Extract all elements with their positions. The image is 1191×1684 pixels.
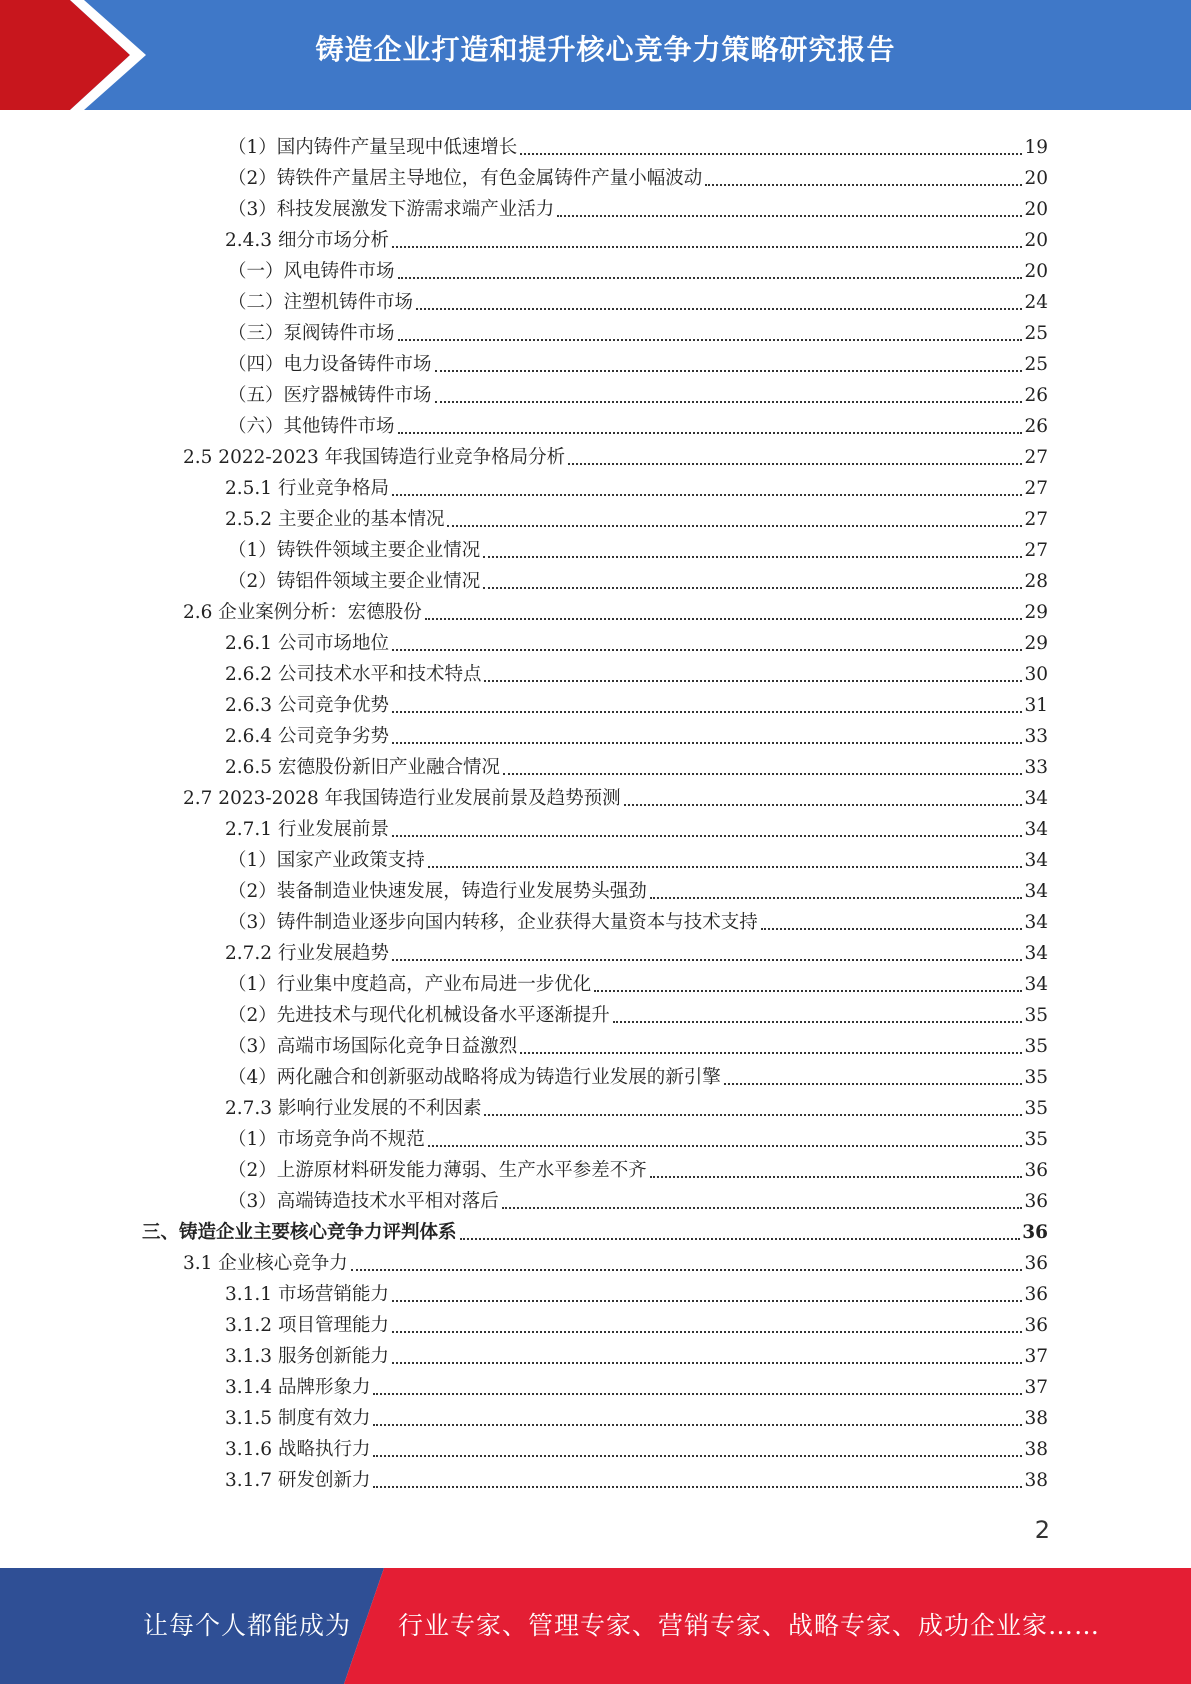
toc-entry-page: 34	[1024, 850, 1048, 871]
toc-entry-page: 34	[1024, 943, 1048, 964]
toc-entry-page: 33	[1024, 726, 1048, 747]
toc-leader-dots	[428, 1144, 1023, 1147]
toc-entry[interactable]	[225, 1306, 1048, 1337]
toc-entry-page: 19	[1024, 137, 1048, 158]
toc-entry[interactable]	[225, 500, 1048, 531]
toc-entry-page: 30	[1024, 664, 1048, 685]
toc-entry-page: 38	[1024, 1439, 1048, 1460]
toc-entry[interactable]	[225, 686, 1048, 717]
toc-entry[interactable]	[183, 593, 1048, 624]
toc-leader-dots	[483, 586, 1022, 589]
toc-entry-title: （2）铸铁件产量居主导地位，有色金属铸件产量小幅波动	[228, 168, 703, 189]
toc-leader-dots	[351, 1268, 1023, 1271]
toc-entry-page: 37	[1024, 1346, 1048, 1367]
toc-entry-page: 20	[1024, 230, 1048, 251]
toc-entry-title: 2.7.1 行业发展前景	[225, 819, 389, 840]
toc-leader-dots	[373, 1392, 1022, 1395]
toc-leader-dots	[392, 834, 1022, 837]
toc-entry-title: 2.6.4 公司竞争劣势	[225, 726, 389, 747]
toc-entry-title: 2.7.3 影响行业发展的不利因素	[225, 1098, 482, 1119]
toc-entry[interactable]	[225, 1430, 1048, 1461]
toc-entry[interactable]	[228, 407, 1048, 438]
toc-entry[interactable]	[228, 872, 1048, 903]
toc-entry-page: 24	[1024, 292, 1048, 313]
toc-entry-title: （3）高端市场国际化竞争日益激烈	[228, 1036, 518, 1057]
toc-entry[interactable]	[228, 1120, 1048, 1151]
toc-entry-title: （三）泵阀铸件市场	[228, 323, 395, 344]
toc-entry-page: 27	[1024, 540, 1048, 561]
toc-leader-dots	[392, 1299, 1022, 1302]
toc-entry[interactable]	[228, 1182, 1048, 1213]
toc-entry-page: 27	[1024, 447, 1048, 468]
toc-entry-page: 36	[1024, 1315, 1048, 1336]
toc-leader-dots	[392, 245, 1022, 248]
toc-entry-title: 2.6.5 宏德股份新旧产业融合情况	[225, 757, 500, 778]
toc-leader-dots	[398, 338, 1023, 341]
toc-leader-dots	[761, 927, 1023, 930]
toc-entry-title: 2.6 企业案例分析：宏德股份	[183, 602, 422, 623]
toc-entry-title: 2.6.1 公司市场地位	[225, 633, 389, 654]
toc-entry-chapter[interactable]	[142, 1213, 1048, 1244]
toc-leader-dots	[428, 865, 1023, 868]
toc-entry-title: （1）行业集中度趋高，产业布局进一步优化	[228, 974, 592, 995]
toc-entry[interactable]	[225, 934, 1048, 965]
toc-entry-title: 3.1.6 战略执行力	[225, 1439, 371, 1460]
footer-slogan-left: 让每个人都能成为	[143, 1611, 352, 1640]
page-number: 2	[1034, 1516, 1050, 1544]
toc-entry-page: 28	[1024, 571, 1048, 592]
toc-leader-dots	[650, 1175, 1023, 1178]
toc-entry-title: （2）铸铝件领域主要企业情况	[228, 571, 481, 592]
toc-entry-page: 35	[1024, 1129, 1048, 1150]
toc-entry-page: 20	[1024, 199, 1048, 220]
toc-entry-page: 29	[1024, 633, 1048, 654]
toc-leader-dots	[435, 400, 1023, 403]
toc-entry-page: 29	[1024, 602, 1048, 623]
toc-entry-title: 3.1.2 项目管理能力	[225, 1315, 389, 1336]
toc-entry-title: 3.1.5 制度有效力	[225, 1408, 371, 1429]
toc-entry-page: 34	[1024, 819, 1048, 840]
toc-entry[interactable]	[228, 190, 1048, 221]
toc-entry-page: 35	[1024, 1036, 1048, 1057]
toc-entry-page: 34	[1024, 788, 1048, 809]
toc-entry[interactable]	[228, 314, 1048, 345]
toc-entry-page: 20	[1024, 168, 1048, 189]
toc-entry-title: 2.5.1 行业竞争格局	[225, 478, 389, 499]
toc-entry-page: 26	[1024, 385, 1048, 406]
toc-entry-page: 25	[1024, 323, 1048, 344]
toc-entry-page: 34	[1024, 974, 1048, 995]
toc-entry-title: 2.6.2 公司技术水平和技术特点	[225, 664, 482, 685]
toc-leader-dots	[520, 152, 1022, 155]
toc-leader-dots	[502, 1206, 1023, 1209]
toc-entry-title: （一）风电铸件市场	[228, 261, 395, 282]
toc-entry[interactable]	[228, 531, 1048, 562]
toc-entry[interactable]	[225, 1089, 1048, 1120]
toc-entry-title: 3.1.3 服务创新能力	[225, 1346, 389, 1367]
toc-leader-dots	[724, 1082, 1023, 1085]
toc-entry-page: 35	[1024, 1067, 1048, 1088]
toc-entry-page: 36	[1024, 1253, 1048, 1274]
toc-leader-dots	[392, 1361, 1022, 1364]
toc-leader-dots	[484, 679, 1022, 682]
toc-entry-page: 36	[1024, 1160, 1048, 1181]
toc-entry-title: （四）电力设备铸件市场	[228, 354, 432, 375]
toc-leader-dots	[398, 431, 1023, 434]
toc-entry-page: 38	[1024, 1470, 1048, 1491]
toc-entry[interactable]	[228, 159, 1048, 190]
toc-entry[interactable]	[228, 903, 1048, 934]
toc-entry-title: 2.7 2023-2028 年我国铸造行业发展前景及趋势预测	[183, 788, 621, 809]
report-title: 铸造企业打造和提升核心竞争力策略研究报告	[315, 33, 896, 66]
toc-entry-title: （六）其他铸件市场	[228, 416, 395, 437]
toc-leader-dots	[435, 369, 1023, 372]
toc-leader-dots	[392, 958, 1022, 961]
toc-entry-title: （2）上游原材料研发能力薄弱、生产水平参差不齐	[228, 1160, 647, 1181]
toc-leader-dots	[373, 1423, 1022, 1426]
toc-entry-title: 2.4.3 细分市场分析	[225, 230, 389, 251]
toc-entry-page: 37	[1024, 1377, 1048, 1398]
toc-entry[interactable]	[228, 128, 1048, 159]
toc-entry-page: 33	[1024, 757, 1048, 778]
toc-leader-dots	[460, 1237, 1021, 1240]
toc-entry-title: 2.5.2 主要企业的基本情况	[225, 509, 445, 530]
toc-entry[interactable]	[228, 345, 1048, 376]
toc-entry-page: 36	[1024, 1191, 1048, 1212]
toc-leader-dots	[447, 524, 1022, 527]
toc-leader-dots	[373, 1454, 1022, 1457]
toc-leader-dots	[624, 803, 1023, 806]
toc-leader-dots	[613, 1020, 1023, 1023]
toc-entry-page: 34	[1024, 912, 1048, 933]
toc-entry[interactable]	[225, 810, 1048, 841]
toc-entry-title: 3.1.4 品牌形象力	[225, 1377, 371, 1398]
toc-leader-dots	[503, 772, 1022, 775]
toc-entry[interactable]	[225, 655, 1048, 686]
toc-entry-title: （2）装备制造业快速发展，铸造行业发展势头强劲	[228, 881, 647, 902]
toc-entry[interactable]	[225, 1368, 1048, 1399]
toc-entry-page: 31	[1024, 695, 1048, 716]
toc-entry-page: 34	[1024, 881, 1048, 902]
toc-entry-title: 2.6.3 公司竞争优势	[225, 695, 389, 716]
toc-entry[interactable]	[225, 717, 1048, 748]
toc-entry-title: （1）国内铸件产量呈现中低速增长	[228, 137, 518, 158]
toc-entry[interactable]	[228, 376, 1048, 407]
toc-entry[interactable]	[183, 438, 1048, 469]
toc-entry[interactable]	[228, 965, 1048, 996]
toc-entry-page: 26	[1024, 416, 1048, 437]
toc-entry-title: （二）注塑机铸件市场	[228, 292, 414, 313]
toc-entry[interactable]	[228, 252, 1048, 283]
toc-entry-page: 25	[1024, 354, 1048, 375]
toc-entry-title: 2.7.2 行业发展趋势	[225, 943, 389, 964]
toc-leader-dots	[705, 183, 1022, 186]
toc-entry-title: （3）铸件制造业逐步向国内转移，企业获得大量资本与技术支持	[228, 912, 758, 933]
toc-leader-dots	[594, 989, 1022, 992]
toc-leader-dots	[392, 648, 1022, 651]
toc-entry-title: （1）市场竞争尚不规范	[228, 1129, 425, 1150]
toc-entry[interactable]	[228, 1058, 1048, 1089]
toc-entry-page: 38	[1024, 1408, 1048, 1429]
toc-entry[interactable]	[225, 624, 1048, 655]
toc-entry-page: 36	[1022, 1222, 1048, 1243]
toc-entry-page: 27	[1024, 509, 1048, 530]
toc-entry-title: 2.5 2022-2023 年我国铸造行业竞争格局分析	[183, 447, 566, 468]
toc-entry-title: （3）高端铸造技术水平相对落后	[228, 1191, 499, 1212]
toc-entry[interactable]	[228, 283, 1048, 314]
toc-entry-title: （3）科技发展激发下游需求端产业活力	[228, 199, 555, 220]
toc-entry[interactable]	[225, 1337, 1048, 1368]
toc-entry[interactable]	[183, 779, 1048, 810]
toc-entry-title: （4）两化融合和创新驱动战略将成为铸造行业发展的新引擎	[228, 1067, 721, 1088]
toc-entry-title: 3.1 企业核心竞争力	[183, 1253, 348, 1274]
toc-entry-page: 35	[1024, 1098, 1048, 1119]
toc-leader-dots	[373, 1485, 1022, 1488]
toc-entry-title: 三、铸造企业主要核心竞争力评判体系	[142, 1222, 457, 1243]
toc-entry[interactable]	[183, 1244, 1048, 1275]
toc-entry[interactable]	[228, 1151, 1048, 1182]
toc-entry[interactable]	[225, 748, 1048, 779]
toc-entry-title: （1）国家产业政策支持	[228, 850, 425, 871]
toc-entry-page: 35	[1024, 1005, 1048, 1026]
toc-leader-dots	[650, 896, 1023, 899]
toc-leader-dots	[398, 276, 1023, 279]
toc-entry-page: 27	[1024, 478, 1048, 499]
toc-leader-dots	[392, 741, 1022, 744]
toc-entry[interactable]	[228, 562, 1048, 593]
toc-entry[interactable]	[225, 1461, 1048, 1492]
toc-entry[interactable]	[228, 1027, 1048, 1058]
toc-entry-page: 20	[1024, 261, 1048, 282]
toc-entry-title: 3.1.7 研发创新力	[225, 1470, 371, 1491]
toc-entry[interactable]	[225, 221, 1048, 252]
toc-leader-dots	[392, 710, 1022, 713]
toc-leader-dots	[484, 1113, 1022, 1116]
footer-slogan-right: 行业专家、管理专家、营销专家、战略专家、成功企业家……	[398, 1611, 1101, 1640]
toc-leader-dots	[568, 462, 1022, 465]
toc-entry-title: （2）先进技术与现代化机械设备水平逐渐提升	[228, 1005, 610, 1026]
toc-entry-title: （五）医疗器械铸件市场	[228, 385, 432, 406]
toc-entry-title: （1）铸铁件领域主要企业情况	[228, 540, 481, 561]
toc-entry[interactable]	[225, 469, 1048, 500]
toc-leader-dots	[392, 1330, 1022, 1333]
toc-entry[interactable]	[228, 996, 1048, 1027]
toc-entry-page: 36	[1024, 1284, 1048, 1305]
page-footer	[0, 1568, 1191, 1684]
toc-leader-dots	[557, 214, 1022, 217]
toc-leader-dots	[392, 493, 1022, 496]
toc-entry-title: 3.1.1 市场营销能力	[225, 1284, 389, 1305]
toc-entry[interactable]	[225, 1399, 1048, 1430]
toc-leader-dots	[425, 617, 1023, 620]
page-header	[0, 0, 1191, 110]
toc-leader-dots	[416, 307, 1022, 310]
toc-entry[interactable]	[225, 1275, 1048, 1306]
toc-leader-dots	[483, 555, 1022, 558]
toc-leader-dots	[520, 1051, 1022, 1054]
toc-entry[interactable]	[228, 841, 1048, 872]
